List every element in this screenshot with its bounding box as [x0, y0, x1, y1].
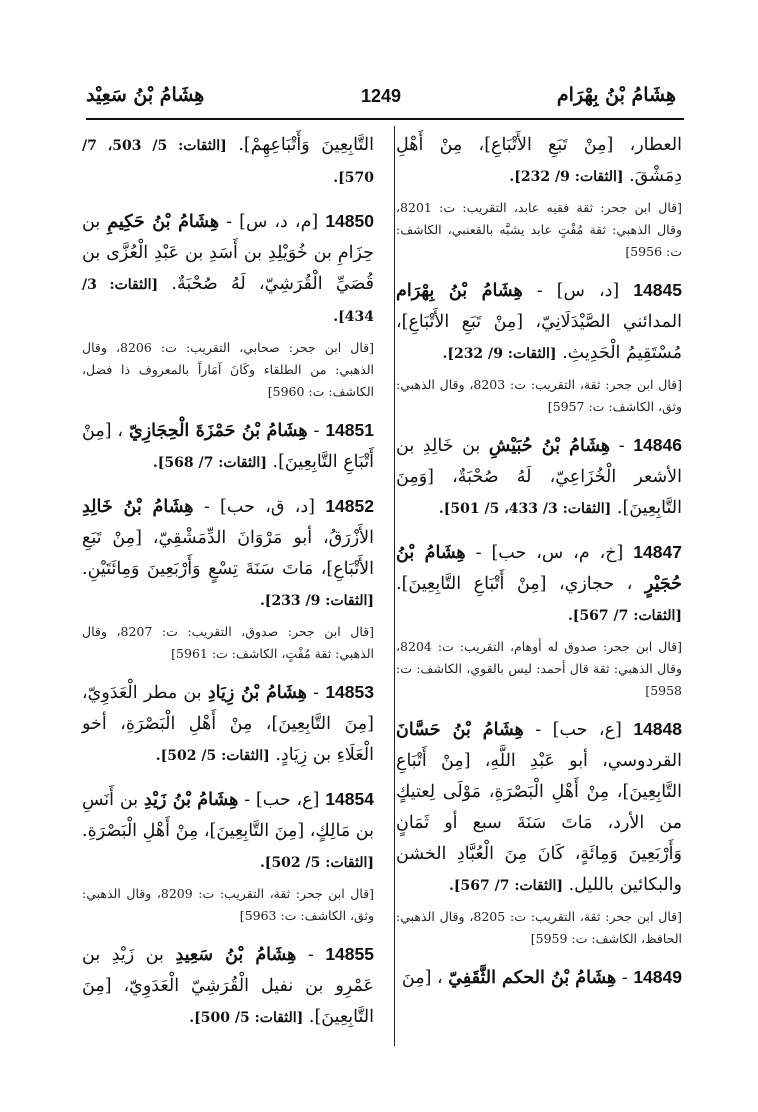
entry [82, 784, 374, 927]
entry-codes: - [313, 683, 320, 703]
narrator-name: هِشَامُ بْنُ بِهْرَام [396, 281, 523, 301]
running-title-left: هِشَامُ بْنُ سَعِيْد [86, 84, 205, 106]
page-header [86, 84, 676, 118]
entry [396, 714, 682, 950]
source-reference: [الثقات: 9/ 233]. [259, 593, 374, 609]
entry-note: [قال ابن جحر: ثقة، التقريب: ت: 8209، وقال الذهبي: وثق، الكاشف: ت: 5963] [82, 886, 374, 923]
entry-body: بن حِزَامِ بن خُوَيْلِدِ بن أَسَدِ بن عَبْدِ الْعُزَّى بن قُصَيِّ الْقُرَشِيّ، لَهُ صُحْبَةٌ. [82, 212, 374, 294]
entry-note: [قال ابن جحر: ثقة فقيه عابد، التقريب: ت: 8201، وقال الذهبي: ثقة مُفْتٍ عابد يشبَّه بالقعنبي، الكاشف: ت: 5956] [396, 200, 682, 259]
source-reference: [الثقات: 3/ 434]. [82, 277, 374, 325]
narrator-name: هِشَامُ بْنُ سَعِيدِ [175, 945, 297, 965]
entry-number: 14846 [633, 435, 682, 455]
source-reference: [الثقات: 9/ 232]. [509, 169, 624, 185]
entry [82, 415, 374, 479]
left-column [82, 130, 374, 1046]
entry-text [396, 130, 682, 193]
entry [82, 206, 374, 403]
entry-text [82, 784, 374, 879]
source-reference: [الثقات: 7/ 567]. [448, 878, 564, 894]
entry-number: 14855 [325, 944, 374, 964]
entry-number: 14849 [633, 967, 682, 987]
right-column [396, 130, 682, 1006]
source-reference: [الثقات: 3/ 433، 5/ 501]. [438, 501, 612, 517]
entry-text [82, 130, 374, 194]
entry-body: بن أَنَسِ بن مَالِكٍ، [مِنَ التَّابِعِينَ]، مِنْ أَهْلِ الْبَصْرَةِ. [82, 790, 374, 841]
entry-text [82, 491, 374, 617]
entry [82, 491, 374, 665]
entry-body: بن مطر الْعَدَوِيّ، [مِنَ التَّابِعِينَ]، مِنْ أَهْلِ الْبَصْرَةِ، أخو الْعَلَاءِ بن زِيَادٍ. [82, 683, 374, 765]
entry-body: ، حجازي، [مِنْ أَتْبَاعِ التَّابِعِينَ]. [396, 574, 633, 594]
entry-body: ، [مِنْ أَتْبَاعِ التَّابِعِينَ]. [82, 421, 374, 472]
column-divider [394, 126, 395, 1046]
entry-text [396, 275, 682, 370]
entry-number: 14848 [633, 719, 682, 739]
entry [396, 275, 682, 418]
entry [396, 430, 682, 525]
entry-body: الأَزْرَقُ، أبو مَرْوَانَ الدِّمَشْقِيّ، [مِنْ تَبَعِ الأَتْبَاعِ]، مَاتَ سَنَةَ تِسْعٍ وَأَرْبَعِينَ وَمِائَتَيْنِ. [82, 528, 374, 579]
source-reference: [الثقات: 5/ 502]. [259, 855, 374, 871]
source-reference: [الثقات: 5/ 502]. [155, 748, 270, 764]
entry-note: [قال ابن جحر: صحابي، التقريب: ت: 8206، وقال الذهبي: من الطلقاء وكَانَ آمَاراً بالمعروف ذا فضل، الكاشف: ت: 5960] [82, 340, 374, 399]
narrator-name: هِشَامُ بْنُ حَكِيمِ [107, 212, 220, 232]
entry-body: بن خَالِدِ بن الأشعر الْخُزَاعِيّ، لَهُ صُحْبَةٌ، [وَمِنَ التَّابِعِينَ]. [396, 436, 682, 518]
entry-text [396, 714, 682, 902]
entry-codes: [م، د، س] - [226, 212, 319, 232]
entry-codes: [ع، حب] - [244, 790, 320, 810]
entry-codes: - [307, 945, 314, 965]
entry-body: ، [مِنَ [401, 968, 443, 988]
narrator-name: هِشَامُ بْنُ حُجَيْرٍ [396, 543, 682, 594]
entry [82, 130, 374, 194]
entry-number: 14847 [633, 542, 682, 562]
entry-codes: - [621, 968, 628, 988]
entry [82, 939, 374, 1034]
narrator-name: هِشَامُ بْنُ زِيَادِ [207, 683, 307, 703]
entry-codes: [د، ق، حب] - [203, 497, 315, 517]
entry-number: 14845 [633, 280, 682, 300]
entry-number: 14854 [325, 789, 374, 809]
entry-text [396, 537, 682, 632]
narrator-name: هِشَامُ بْنُ حَمْزَةَ الْحِجَازِيّ [129, 421, 308, 441]
entry-codes: [د، س] - [536, 281, 620, 301]
entry-body: العطار، [مِنْ تَبَعِ الأَتْبَاعِ]، مِنْ أَهْلِ دِمَشْقَ. [396, 135, 682, 186]
entry-body: التَّابِعِينَ وَأَتْبَاعِهِمْ]. [238, 135, 374, 155]
narrator-name: هِشَامُ بْنُ الحكم الثَّقَفِيّ [448, 968, 617, 988]
source-reference: [الثقات: 9/ 232]. [442, 346, 557, 362]
entry-number: 14851 [325, 420, 374, 440]
entry-number: 14852 [325, 496, 374, 516]
entry-note: [قال ابن جحر: ثقة، التقريب: ت: 8205، وقال الذهبي: الحافظ، الكاشف: ت: 5959] [396, 909, 682, 946]
source-reference: [الثقات: 5/ 503، 7/ 570]. [82, 138, 374, 186]
running-title-right: هِشَامُ بْنُ بِهْرَام [556, 84, 676, 106]
entry-codes: [خ، م، س، حب] - [475, 543, 624, 563]
entry-note: [قال ابن جحر: صدوق له أوهام، التقريب: ت: 8204، وقال الذهبي: ثقة قال أحمد: ليس بالقوي، الكاشف: ت: 5958] [396, 639, 682, 698]
entry-body: بن زَيْدِ بن عَمْرِو بن نفيل الْقُرَشِيّ الْعَدَوِيّ، [مِنَ التَّابِعِينَ]. [82, 945, 374, 1027]
entry-text [82, 206, 374, 333]
entry-number: 14850 [325, 211, 374, 231]
entry-number: 14853 [325, 682, 374, 702]
source-reference: [الثقات: 7/ 567]. [567, 608, 682, 624]
entry-body: المدائني الصَّيْدَلَانِيّ، [مِنْ تَبَعِ الأَتْبَاعِ]، مُسْتَقِيمُ الْحَدِيثِ. [396, 312, 682, 363]
entry [396, 962, 682, 994]
narrator-name: هِشَامُ بْنُ حَسَّانَ [396, 720, 524, 740]
narrator-name: هِشَامُ بْنُ زَيْدِ [143, 790, 239, 810]
entry-text [82, 939, 374, 1034]
entry-body: القردوسي، أبو عَبْدِ اللَّهِ، [مِنْ أَتْبَاعِ التَّابِعِينَ]، مِنْ أَهْلِ الْبَصْرَةِ، مَوْلَى لِعتيكٍ من الأرد، مَاتَ سَنَةَ سبع أو ثَمَانٍ وَأَرْبَعِينَ وَمِائَةٍ، كَانَ مِنَ الْعُبَّادِ الخشن والبكائين بالليل. [396, 751, 682, 895]
entry [396, 537, 682, 702]
entry-text [396, 430, 682, 525]
page-number: 1249 [360, 86, 402, 106]
entry-codes: [ع، حب] - [535, 720, 622, 740]
entry-note: [قال ابن جحر: ثقة، التقريب: ت: 8203، وقال الذهبي: وثق، الكاشف: ت: 5957] [396, 377, 682, 414]
source-reference: [الثقات: 5/ 500]. [189, 1010, 304, 1026]
entry-codes: - [313, 421, 320, 441]
entry-note: [قال ابن جحر: صدوق، التقريب: ت: 8207، وقال الذهبي: ثقة مُفْتٍ، الكاشف: ت: 5961] [82, 624, 374, 661]
header-rule [86, 118, 684, 120]
entry [82, 677, 374, 772]
entry-text [82, 677, 374, 772]
entry-codes: - [618, 436, 625, 456]
entry [396, 130, 682, 263]
narrator-name: هِشَامُ بْنُ خَالِدِ [82, 497, 194, 517]
source-reference: [الثقات: 7/ 568]. [152, 455, 267, 471]
entry-text [396, 962, 682, 994]
entry-text [82, 415, 374, 479]
narrator-name: هِشَامُ بْنُ حُبَيْشِ [488, 436, 611, 456]
